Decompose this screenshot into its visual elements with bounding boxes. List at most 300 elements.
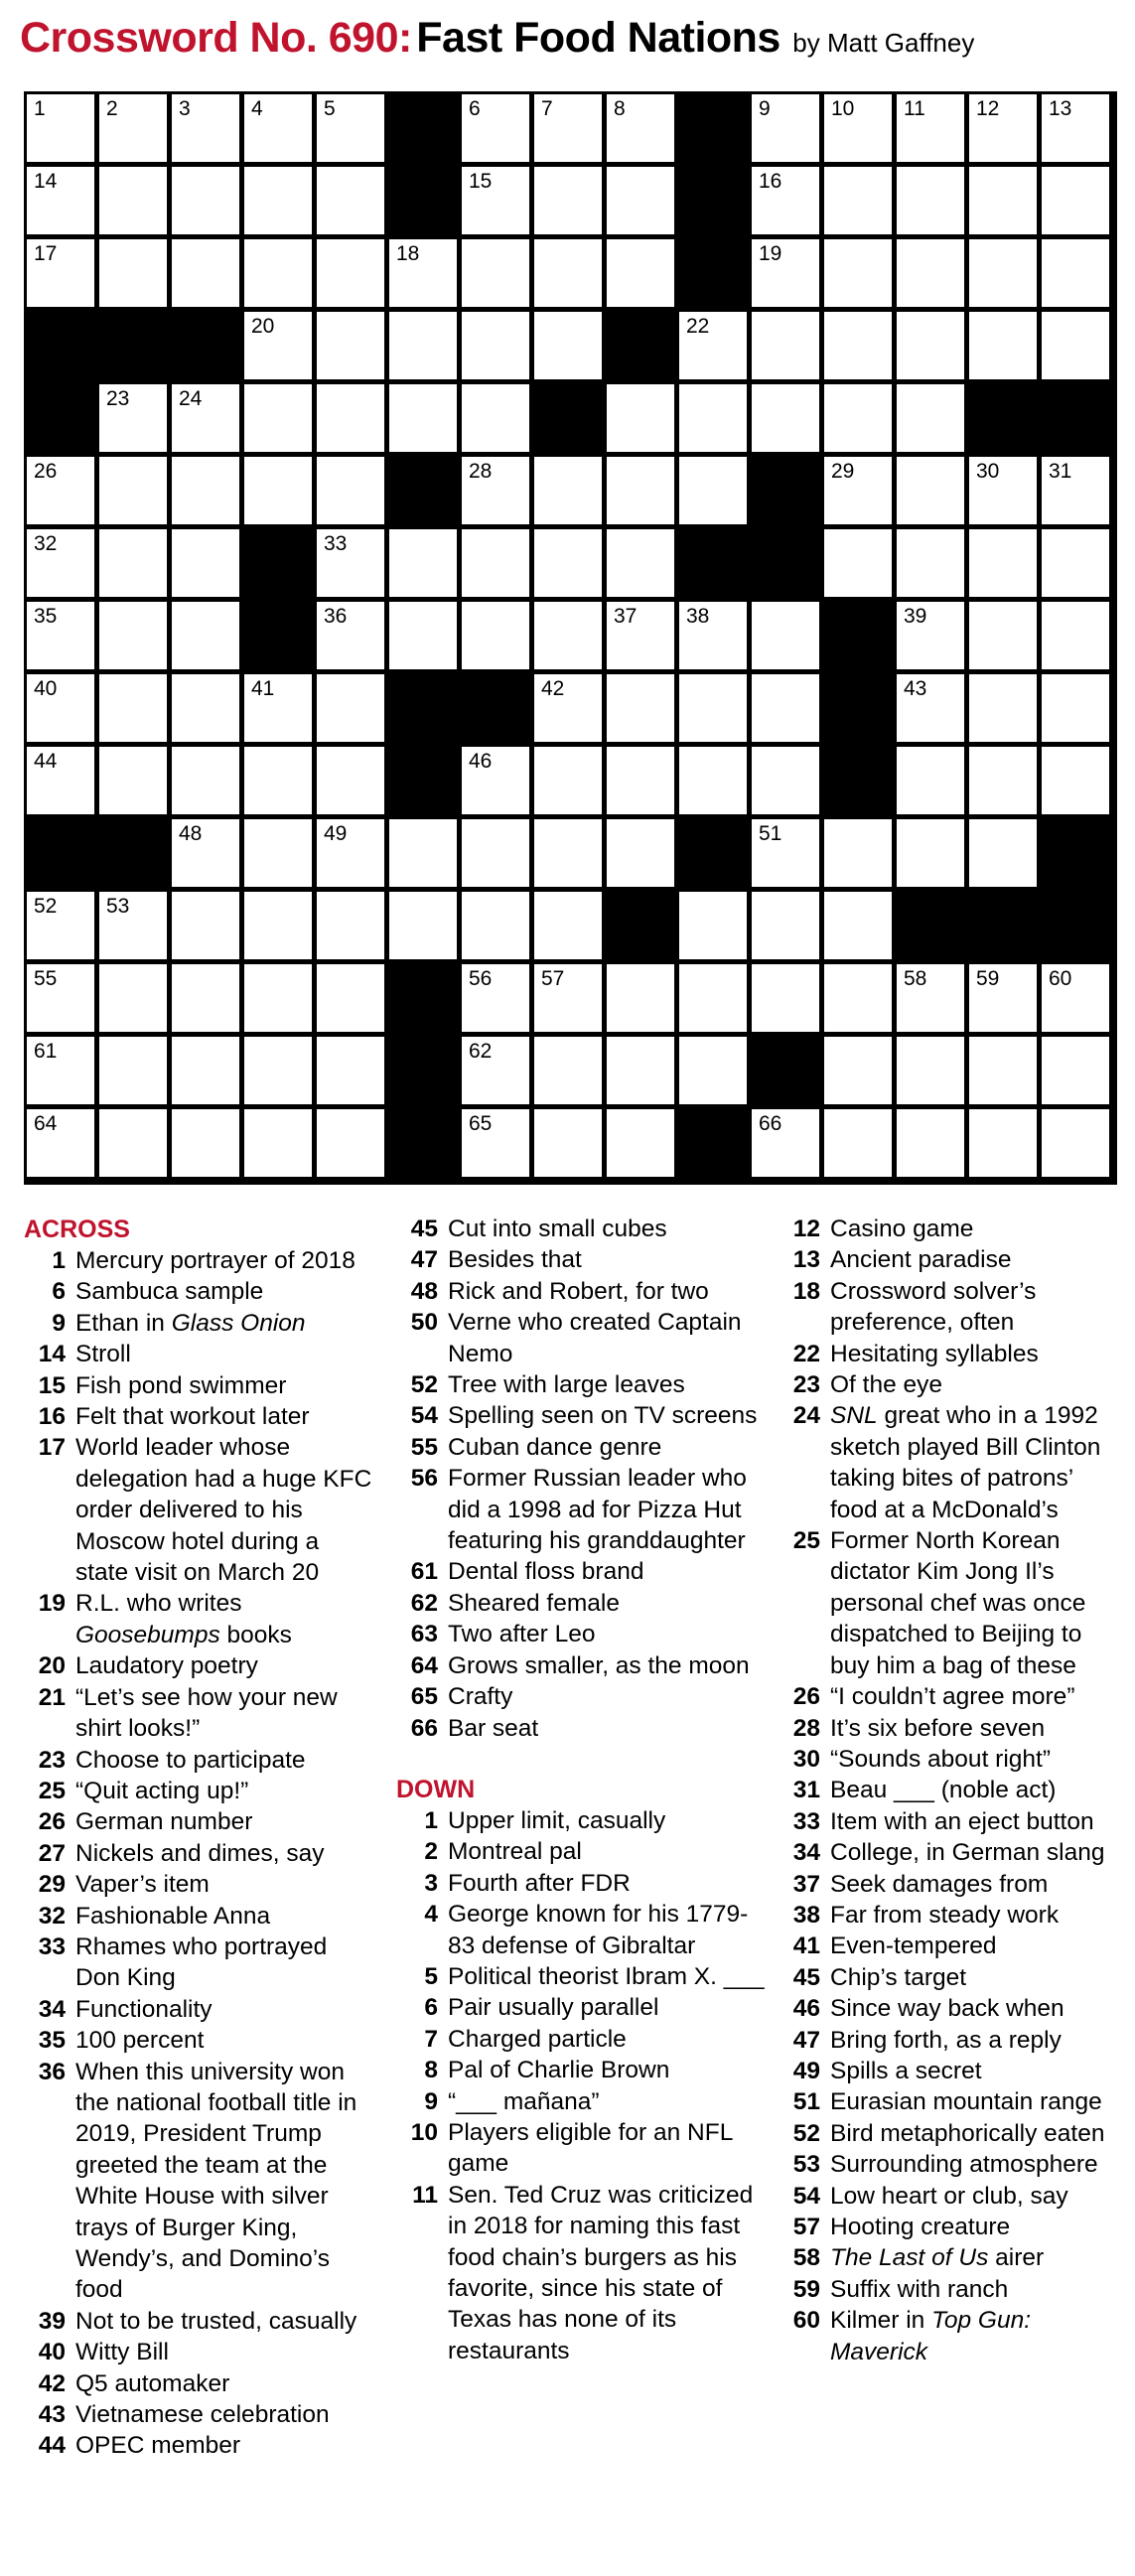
grid-cell[interactable] bbox=[752, 964, 819, 1032]
grid-cell[interactable] bbox=[679, 747, 747, 814]
clue-number: 2 bbox=[424, 1838, 438, 1866]
clue-text: German number bbox=[75, 1808, 253, 1836]
cell-number: 55 bbox=[34, 967, 58, 990]
black-square bbox=[679, 1109, 747, 1177]
grid-cell[interactable] bbox=[244, 457, 312, 524]
clue-text: Sambuca sample bbox=[75, 1278, 264, 1306]
grid-cell[interactable] bbox=[172, 819, 239, 887]
grid-cell[interactable] bbox=[27, 167, 94, 234]
clue-text: Low heart or club, say bbox=[830, 2182, 1068, 2210]
grid-cell[interactable] bbox=[99, 239, 167, 307]
black-square bbox=[462, 674, 529, 742]
grid-cell[interactable] bbox=[462, 964, 529, 1032]
grid-cell[interactable] bbox=[897, 167, 964, 234]
grid-cell[interactable] bbox=[317, 747, 384, 814]
clue-text: R.L. who writes Goosebumps books bbox=[75, 1590, 292, 1648]
clue-text: Beau ___ (noble act) bbox=[830, 1777, 1057, 1804]
grid-cell[interactable] bbox=[172, 964, 239, 1032]
black-square bbox=[244, 529, 312, 597]
grid-cell[interactable] bbox=[462, 1109, 529, 1177]
grid-cell[interactable] bbox=[824, 312, 892, 379]
grid-cell[interactable] bbox=[462, 239, 529, 307]
grid-cell[interactable] bbox=[99, 674, 167, 742]
clue-text: Former Russian leader who did a 1998 ad for Pizza Hut featuring his granddaughter bbox=[448, 1465, 747, 1555]
cell-number: 14 bbox=[34, 170, 58, 193]
grid-cell[interactable] bbox=[172, 457, 239, 524]
cell-number: 16 bbox=[759, 170, 782, 193]
black-square bbox=[27, 312, 94, 379]
cell-number: 30 bbox=[976, 460, 1000, 483]
clue-item bbox=[396, 1276, 769, 1307]
grid-cell[interactable] bbox=[462, 384, 529, 452]
grid-cell[interactable] bbox=[607, 384, 674, 452]
clue-number: 37 bbox=[792, 1870, 820, 1898]
grid-cell[interactable] bbox=[824, 1037, 892, 1104]
grid-cell[interactable] bbox=[897, 674, 964, 742]
grid-cell[interactable] bbox=[824, 1109, 892, 1177]
cell-number: 11 bbox=[904, 97, 925, 120]
grid-cell[interactable] bbox=[897, 312, 964, 379]
clue-number: 43 bbox=[38, 2401, 66, 2429]
grid-cell[interactable] bbox=[99, 964, 167, 1032]
grid-cell[interactable] bbox=[317, 892, 384, 959]
clue-item bbox=[24, 1308, 376, 1339]
grid-cell[interactable] bbox=[752, 892, 819, 959]
grid-cell[interactable] bbox=[1042, 312, 1109, 379]
clue-number: 12 bbox=[792, 1216, 820, 1242]
grid-cell[interactable] bbox=[969, 674, 1037, 742]
grid-cell[interactable] bbox=[99, 384, 167, 452]
grid-cell[interactable] bbox=[1042, 457, 1109, 524]
grid-cell[interactable] bbox=[969, 964, 1037, 1032]
grid-cell[interactable] bbox=[752, 819, 819, 887]
clue-text: Cuban dance genre bbox=[448, 1433, 662, 1461]
grid-cell[interactable] bbox=[824, 167, 892, 234]
cell-number: 44 bbox=[34, 750, 58, 773]
cell-number: 10 bbox=[831, 97, 855, 120]
grid-cell[interactable] bbox=[607, 457, 674, 524]
clue-number: 44 bbox=[38, 2432, 66, 2460]
grid-cell[interactable] bbox=[244, 747, 312, 814]
clue-text: Item with an eject button bbox=[830, 1807, 1094, 1835]
black-square bbox=[679, 819, 747, 887]
clue-item bbox=[779, 2025, 1121, 2056]
grid-cell[interactable] bbox=[897, 1109, 964, 1177]
grid-cell[interactable] bbox=[27, 964, 94, 1032]
grid-cell[interactable] bbox=[172, 529, 239, 597]
clue-item bbox=[24, 1370, 376, 1401]
clue-item bbox=[24, 1245, 376, 1276]
clue-number: 52 bbox=[410, 1371, 438, 1399]
clue-item bbox=[396, 1961, 769, 1992]
grid-cell[interactable] bbox=[534, 167, 602, 234]
grid-cell[interactable] bbox=[172, 384, 239, 452]
grid-cell[interactable] bbox=[824, 819, 892, 887]
clue-column-3 bbox=[779, 1214, 1121, 2367]
grid-cell[interactable] bbox=[607, 747, 674, 814]
clue-item bbox=[396, 1588, 769, 1619]
grid-cell[interactable] bbox=[317, 819, 384, 887]
grid-cell[interactable] bbox=[244, 819, 312, 887]
clue-text: Hooting creature bbox=[830, 2214, 1011, 2240]
grid-cell[interactable] bbox=[1042, 674, 1109, 742]
grid-cell[interactable] bbox=[969, 312, 1037, 379]
clue-number: 45 bbox=[792, 1963, 820, 1991]
clue-list bbox=[24, 1214, 1120, 2564]
clue-text: Grows smaller, as the moon bbox=[448, 1651, 750, 1679]
grid-cell[interactable] bbox=[752, 384, 819, 452]
grid-cell[interactable] bbox=[244, 384, 312, 452]
grid-cell[interactable] bbox=[1042, 167, 1109, 234]
black-square bbox=[969, 892, 1037, 959]
grid-cell[interactable] bbox=[607, 674, 674, 742]
grid-cell[interactable] bbox=[462, 529, 529, 597]
grid-cell[interactable] bbox=[1042, 964, 1109, 1032]
grid-cell[interactable] bbox=[534, 674, 602, 742]
grid-cell[interactable] bbox=[679, 674, 747, 742]
grid-cell[interactable] bbox=[534, 1037, 602, 1104]
grid-cell[interactable] bbox=[244, 312, 312, 379]
grid-cell[interactable] bbox=[824, 239, 892, 307]
clue-item bbox=[396, 1244, 769, 1275]
cell-number: 29 bbox=[831, 460, 855, 483]
grid-cell[interactable] bbox=[317, 312, 384, 379]
clue-number: 26 bbox=[792, 1683, 820, 1711]
grid-cell[interactable] bbox=[1042, 1109, 1109, 1177]
grid-cell[interactable] bbox=[389, 384, 457, 452]
grid-cell[interactable] bbox=[752, 1109, 819, 1177]
grid-cell[interactable] bbox=[607, 602, 674, 669]
grid-cell[interactable] bbox=[679, 602, 747, 669]
grid-cell[interactable] bbox=[389, 602, 457, 669]
grid-cell[interactable] bbox=[317, 167, 384, 234]
grid-cell[interactable] bbox=[824, 384, 892, 452]
grid-cell[interactable] bbox=[27, 892, 94, 959]
grid-cell[interactable] bbox=[534, 239, 602, 307]
grid-cell[interactable] bbox=[679, 1037, 747, 1104]
clue-number: 33 bbox=[792, 1807, 820, 1835]
clue-text: College, in German slang bbox=[830, 1839, 1105, 1867]
grid-cell[interactable] bbox=[897, 529, 964, 597]
grid-cell[interactable] bbox=[679, 384, 747, 452]
black-square bbox=[1042, 819, 1109, 887]
grid-cell[interactable] bbox=[27, 94, 94, 162]
black-square bbox=[679, 239, 747, 307]
grid-cell[interactable] bbox=[534, 602, 602, 669]
grid-cell[interactable] bbox=[897, 239, 964, 307]
clue-number: 16 bbox=[38, 1403, 66, 1431]
cell-number: 33 bbox=[324, 532, 348, 555]
grid-cell[interactable] bbox=[99, 892, 167, 959]
grid-cell[interactable] bbox=[969, 747, 1037, 814]
grid-cell[interactable] bbox=[172, 892, 239, 959]
grid-cell[interactable] bbox=[317, 674, 384, 742]
clue-number: 10 bbox=[410, 2118, 438, 2146]
page-title bbox=[20, 8, 1122, 68]
grid-cell[interactable] bbox=[534, 819, 602, 887]
clue-item bbox=[779, 1962, 1121, 1993]
clue-item bbox=[396, 1556, 769, 1587]
clue-item bbox=[24, 1869, 376, 1900]
clue-number: 33 bbox=[38, 1932, 66, 1960]
clue-text: Far from steady work bbox=[830, 1901, 1060, 1929]
grid-cell[interactable] bbox=[897, 384, 964, 452]
clue-item bbox=[24, 1276, 376, 1307]
grid-cell[interactable] bbox=[969, 529, 1037, 597]
grid-cell[interactable] bbox=[607, 94, 674, 162]
grid-cell[interactable] bbox=[389, 312, 457, 379]
clue-number: 38 bbox=[792, 1901, 820, 1929]
grid-cell[interactable] bbox=[534, 892, 602, 959]
clue-text: Since way back when bbox=[830, 1995, 1064, 2023]
grid-cell[interactable] bbox=[824, 457, 892, 524]
clue-text: Montreal pal bbox=[448, 1838, 582, 1866]
clue-item bbox=[396, 2117, 769, 2180]
grid-cell[interactable] bbox=[172, 747, 239, 814]
grid-cell[interactable] bbox=[897, 819, 964, 887]
grid-cell[interactable] bbox=[462, 167, 529, 234]
grid-cell[interactable] bbox=[317, 964, 384, 1032]
cell-number: 6 bbox=[469, 97, 481, 120]
grid-cell[interactable] bbox=[27, 602, 94, 669]
clue-number: 47 bbox=[410, 1246, 438, 1274]
grid-cell[interactable] bbox=[1042, 529, 1109, 597]
grid-cell[interactable] bbox=[244, 964, 312, 1032]
grid-cell[interactable] bbox=[679, 964, 747, 1032]
clue-item bbox=[396, 1463, 769, 1556]
grid-cell[interactable] bbox=[317, 94, 384, 162]
cell-number: 40 bbox=[34, 677, 58, 700]
grid-cell[interactable] bbox=[99, 457, 167, 524]
grid-cell[interactable] bbox=[752, 747, 819, 814]
grid-cell[interactable] bbox=[534, 529, 602, 597]
clue-text: When this university won the national football title in 2019, President Trump greeted the team at the White House with silver trays of Burger King, Wendy’s, and Domino’s food bbox=[75, 2058, 357, 2304]
clue-text: Charged particle bbox=[448, 2025, 627, 2053]
black-square bbox=[389, 1109, 457, 1177]
black-square bbox=[969, 384, 1037, 452]
cell-number: 57 bbox=[541, 967, 565, 990]
grid-cell[interactable] bbox=[99, 1037, 167, 1104]
clue-number: 53 bbox=[792, 2151, 820, 2179]
grid-cell[interactable] bbox=[607, 1109, 674, 1177]
grid-cell[interactable] bbox=[27, 457, 94, 524]
clue-number: 21 bbox=[38, 1683, 66, 1711]
grid-cell[interactable] bbox=[389, 819, 457, 887]
clue-item bbox=[779, 1806, 1121, 1837]
grid-cell[interactable] bbox=[462, 312, 529, 379]
grid-cell[interactable] bbox=[99, 602, 167, 669]
grid-cell[interactable] bbox=[1042, 1037, 1109, 1104]
grid-cell[interactable] bbox=[897, 602, 964, 669]
grid-cell[interactable] bbox=[752, 602, 819, 669]
clue-item bbox=[779, 1369, 1121, 1400]
grid-cell[interactable] bbox=[244, 892, 312, 959]
grid-cell[interactable] bbox=[1042, 94, 1109, 162]
clue-number: 3 bbox=[424, 1869, 438, 1897]
grid-cell[interactable] bbox=[27, 674, 94, 742]
grid-cell[interactable] bbox=[317, 384, 384, 452]
grid-cell[interactable] bbox=[462, 747, 529, 814]
grid-cell[interactable] bbox=[752, 167, 819, 234]
grid-cell[interactable] bbox=[752, 94, 819, 162]
clue-number: 25 bbox=[38, 1777, 66, 1804]
grid-cell[interactable] bbox=[897, 747, 964, 814]
grid-cell[interactable] bbox=[824, 94, 892, 162]
grid-cell[interactable] bbox=[172, 239, 239, 307]
section-gap bbox=[396, 1744, 769, 1774]
clue-text: 100 percent bbox=[75, 2027, 205, 2055]
grid-cell[interactable] bbox=[462, 94, 529, 162]
grid-cell[interactable] bbox=[969, 1037, 1037, 1104]
grid-cell[interactable] bbox=[99, 747, 167, 814]
cell-number: 46 bbox=[469, 750, 493, 773]
black-square bbox=[824, 602, 892, 669]
clue-item bbox=[779, 2149, 1121, 2180]
clue-number: 50 bbox=[410, 1309, 438, 1337]
grid-cell[interactable] bbox=[679, 892, 747, 959]
grid-cell[interactable] bbox=[317, 1037, 384, 1104]
grid-cell[interactable] bbox=[607, 239, 674, 307]
grid-cell[interactable] bbox=[607, 964, 674, 1032]
grid-cell[interactable] bbox=[897, 94, 964, 162]
grid-cell[interactable] bbox=[897, 964, 964, 1032]
black-square bbox=[679, 94, 747, 162]
crossword-grid bbox=[24, 91, 1117, 1185]
grid-cell[interactable] bbox=[969, 239, 1037, 307]
grid-cell[interactable] bbox=[607, 167, 674, 234]
clue-item bbox=[779, 2305, 1121, 2367]
clue-text: Suffix with ranch bbox=[830, 2275, 1009, 2303]
grid-cell[interactable] bbox=[99, 529, 167, 597]
grid-cell[interactable] bbox=[27, 1109, 94, 1177]
grid-cell[interactable] bbox=[534, 1109, 602, 1177]
clue-number: 36 bbox=[38, 2058, 66, 2085]
grid-cell[interactable] bbox=[244, 674, 312, 742]
grid-cell[interactable] bbox=[389, 892, 457, 959]
grid-cell[interactable] bbox=[172, 602, 239, 669]
grid-cell[interactable] bbox=[1042, 602, 1109, 669]
grid-cell[interactable] bbox=[172, 167, 239, 234]
grid-cell[interactable] bbox=[462, 602, 529, 669]
grid-cell[interactable] bbox=[969, 167, 1037, 234]
grid-cell[interactable] bbox=[244, 239, 312, 307]
grid-cell[interactable] bbox=[969, 602, 1037, 669]
grid-cell[interactable] bbox=[27, 747, 94, 814]
grid-cell[interactable] bbox=[389, 529, 457, 597]
grid-cell[interactable] bbox=[317, 1109, 384, 1177]
grid-cell[interactable] bbox=[99, 1109, 167, 1177]
clue-text: Spills a secret bbox=[830, 2057, 982, 2084]
clue-item bbox=[396, 1369, 769, 1400]
grid-cell[interactable] bbox=[969, 819, 1037, 887]
grid-cell[interactable] bbox=[462, 819, 529, 887]
clue-number: 27 bbox=[38, 1839, 66, 1867]
clue-text: “Let’s see how your new shirt looks!” bbox=[75, 1683, 338, 1743]
clue-number: 19 bbox=[38, 1590, 66, 1618]
clue-number: 66 bbox=[410, 1714, 438, 1742]
grid-cell[interactable] bbox=[462, 1037, 529, 1104]
grid-cell[interactable] bbox=[27, 239, 94, 307]
clue-number: 35 bbox=[38, 2027, 66, 2055]
clue-item bbox=[24, 1588, 376, 1650]
grid-cell[interactable] bbox=[679, 457, 747, 524]
grid-cell[interactable] bbox=[172, 1109, 239, 1177]
clue-text: Casino game bbox=[830, 1216, 974, 1242]
grid-cell[interactable] bbox=[679, 312, 747, 379]
black-square bbox=[534, 384, 602, 452]
clue-text: Cut into small cubes bbox=[448, 1216, 667, 1242]
grid-cell[interactable] bbox=[389, 239, 457, 307]
grid-cell[interactable] bbox=[607, 529, 674, 597]
grid-cell[interactable] bbox=[534, 964, 602, 1032]
grid-cell[interactable] bbox=[27, 1037, 94, 1104]
grid-cell[interactable] bbox=[317, 239, 384, 307]
grid-cell[interactable] bbox=[27, 529, 94, 597]
clue-number: 23 bbox=[792, 1371, 820, 1399]
cell-number: 24 bbox=[179, 387, 203, 410]
grid-cell[interactable] bbox=[534, 312, 602, 379]
grid-cell[interactable] bbox=[317, 457, 384, 524]
grid-cell[interactable] bbox=[244, 1037, 312, 1104]
grid-cell[interactable] bbox=[824, 892, 892, 959]
grid-cell[interactable] bbox=[1042, 747, 1109, 814]
clue-number: 65 bbox=[410, 1683, 438, 1711]
grid-cell[interactable] bbox=[317, 529, 384, 597]
grid-cell[interactable] bbox=[172, 94, 239, 162]
grid-cell[interactable] bbox=[99, 167, 167, 234]
grid-cell[interactable] bbox=[607, 819, 674, 887]
black-square bbox=[27, 384, 94, 452]
grid-cell[interactable] bbox=[99, 94, 167, 162]
grid-cell[interactable] bbox=[969, 94, 1037, 162]
grid-cell[interactable] bbox=[462, 892, 529, 959]
grid-cell[interactable] bbox=[969, 1109, 1037, 1177]
grid-cell[interactable] bbox=[897, 457, 964, 524]
grid-cell[interactable] bbox=[244, 94, 312, 162]
clue-number: 42 bbox=[38, 2369, 66, 2397]
clue-item bbox=[24, 2399, 376, 2430]
clue-item bbox=[24, 1932, 376, 1994]
grid-cell[interactable] bbox=[1042, 239, 1109, 307]
clue-text: “___ mañana” bbox=[448, 2087, 600, 2115]
grid-cell[interactable] bbox=[534, 94, 602, 162]
grid-cell[interactable] bbox=[172, 674, 239, 742]
clue-number: 46 bbox=[792, 1995, 820, 2023]
clue-item bbox=[779, 1837, 1121, 1868]
grid-cell[interactable] bbox=[752, 674, 819, 742]
clue-item bbox=[779, 1276, 1121, 1339]
grid-cell[interactable] bbox=[244, 1109, 312, 1177]
grid-cell[interactable] bbox=[462, 457, 529, 524]
clue-item bbox=[396, 1432, 769, 1463]
clue-text: Surrounding atmosphere bbox=[830, 2151, 1098, 2179]
grid-cell[interactable] bbox=[172, 1037, 239, 1104]
clue-number: 8 bbox=[424, 2057, 438, 2084]
grid-cell[interactable] bbox=[607, 1037, 674, 1104]
grid-cell[interactable] bbox=[534, 457, 602, 524]
cell-number: 64 bbox=[34, 1112, 58, 1135]
grid-cell[interactable] bbox=[752, 312, 819, 379]
grid-cell[interactable] bbox=[824, 529, 892, 597]
clue-number: 4 bbox=[424, 1901, 438, 1929]
grid-cell[interactable] bbox=[824, 964, 892, 1032]
grid-cell[interactable] bbox=[752, 239, 819, 307]
grid-cell[interactable] bbox=[897, 1037, 964, 1104]
grid-cell[interactable] bbox=[317, 602, 384, 669]
grid-cell[interactable] bbox=[534, 747, 602, 814]
grid-cell[interactable] bbox=[969, 457, 1037, 524]
grid-cell[interactable] bbox=[244, 167, 312, 234]
